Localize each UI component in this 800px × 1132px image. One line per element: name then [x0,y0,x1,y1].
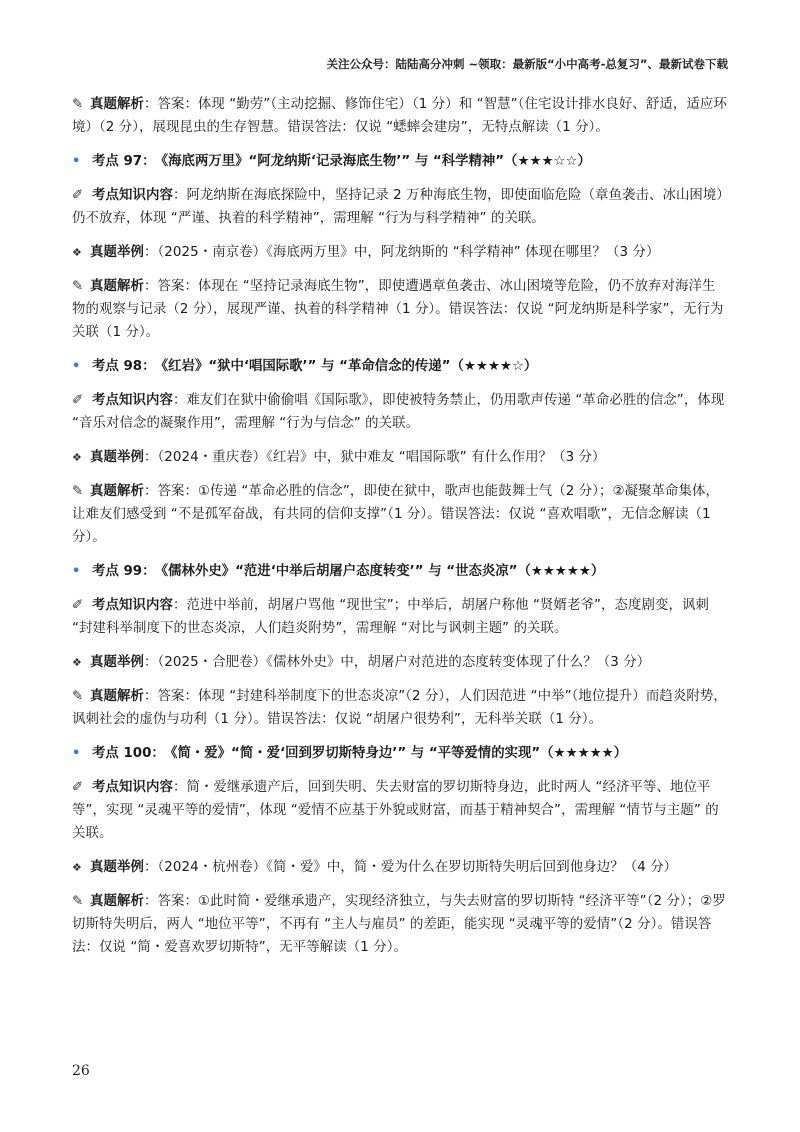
example-text: ：（2025・南京卷）《海底两万里》中，阿龙纳斯的 “科学精神” 体现在哪里？（3 分） [143,245,660,260]
document-body [72,93,728,970]
knowledge-content-paragraph [72,184,728,230]
analysis-paragraph [72,275,728,344]
knowledge-point-number: 考点 100： [92,746,165,761]
analysis-text: ：答案：①此时简・爱继承遗产，实现经济独立，与失去财富的罗切斯特 “经济平等”（2 分）；②罗切斯特失明后，两人 “地位平等”，不再有 “主人与雇员” 的差距，能实现 “灵魂平等的爱情”（2 分）。错误答法：仅说 “简・爱喜欢罗切斯特”，无平等解读（1 分）。 [72,894,726,955]
knowledge-content-text: ：范进中举前，胡屠户骂他 “现世宝”；中举后，胡屠户称他 “贤婿老爷”，态度剧变，讽刺 “封建科举制度下的世态炎凉，人们趋炎附势”，需理解 “对比与讽刺主题” 的关联。 [72,598,709,636]
bullet-icon: • [72,359,81,374]
knowledge-point-number: 考点 99： [92,564,156,579]
analysis-label: 真题解析 [90,689,144,704]
knowledge-content-label: 考点知识内容 [92,780,173,795]
analysis-paragraph [72,890,728,959]
bullet-icon: • [72,746,81,761]
pen-icon: ✎ [72,97,84,112]
analysis-label: 真题解析 [90,279,144,294]
knowledge-content-label: 考点知识内容 [92,188,173,203]
knowledge-content-text: ：简・爱继承遗产后，回到失明、失去财富的罗切斯特身边，此时两人 “经济平等、地位平等”，实现 “灵魂平等的爱情”，体现 “爱情不应基于外貌或财富，而基于精神契合”，需理解 “情节与主题” 的关联。 [72,780,719,841]
diamond-icon: ❖ [72,451,82,464]
knowledge-content-paragraph [72,389,728,435]
knowledge-point-title: 《简・爱》“简・爱‘回到罗切斯特身边’” 与 “平等爱情的实现”（★★★★★） [170,746,627,761]
pencil-icon: ✐ [72,188,84,203]
example-text: ：（2024・杭州卷）《简・爱》中，简・爱为什么在罗切斯特失明后回到他身边？（4 分） [143,860,678,875]
pen-icon: ✎ [72,484,84,499]
knowledge-point-title: 《儒林外史》“范进‘中举后胡屠户态度转变’” 与 “世态炎凉”（★★★★★） [161,564,605,579]
analysis-paragraph [72,480,728,549]
page-number: 26 [72,1063,90,1079]
analysis-label: 真题解析 [90,97,144,112]
example-label: 真题举例 [90,860,144,875]
knowledge-point-heading [72,355,728,378]
analysis-text: ：答案：①传递 “革命必胜的信念”，即使在狱中，歌声也能鼓舞士气（2 分）；②凝聚革命集体，让难友们感受到 “不是孤军奋战，有共同的信仰支撑”（1 分）。错误答法：仅说 “喜欢唱歌”，无信念解读（1 分）。 [72,484,720,545]
pencil-icon: ✐ [72,598,84,613]
knowledge-point-heading [72,560,728,583]
analysis-label: 真题解析 [90,894,144,909]
analysis-text: ：答案：体现在 “坚持记录海底生物”，即使遭遇章鱼袭击、冰山困境等危险，仍不放弃对海洋生物的观察与记录（2 分），展现严谨、执着的科学精神（1 分）。错误答法：仅说 “阿龙纳斯是科学家”，无行为关联（1 分）。 [72,279,724,340]
example-label: 真题举例 [90,655,144,670]
analysis-label: 真题解析 [90,484,144,499]
diamond-icon: ❖ [72,656,82,669]
analysis-paragraph [72,93,728,139]
pen-icon: ✎ [72,279,84,294]
knowledge-point-heading [72,742,728,765]
diamond-icon: ❖ [72,861,82,874]
example-paragraph [72,446,728,469]
knowledge-content-label: 考点知识内容 [92,393,173,408]
pencil-icon: ✐ [72,780,84,795]
pen-icon: ✎ [72,894,84,909]
knowledge-content-text: ：阿龙纳斯在海底探险中，坚持记录 2 万种海底生物，即使面临危险（章鱼袭击、冰山困境）仍不放弃，体现 “严谨、执着的科学精神”，需理解 “行为与科学精神” 的关联。 [72,188,724,226]
knowledge-content-label: 考点知识内容 [92,598,173,613]
knowledge-point-heading [72,150,728,173]
bullet-icon: • [72,564,81,579]
bullet-icon: • [72,154,81,169]
example-paragraph [72,856,728,879]
knowledge-point-number: 考点 98： [92,359,156,374]
example-label: 真题举例 [90,450,144,465]
analysis-text: ：答案：体现 “勤劳”（主动挖掘、修饰住宅）（1 分）和 “智慧”（住宅设计排水良好、舒适，适应环境）（2 分），展现昆虫的生存智慧。错误答法：仅说 “蟋蟀会建房”，无特点解读（1 分）。 [72,97,727,135]
example-text: ：（2024・重庆卷）《红岩》中，狱中难友 “唱国际歌” 有什么作用？（3 分） [143,450,606,465]
example-paragraph [72,651,728,674]
example-label: 真题举例 [90,245,144,260]
knowledge-content-paragraph [72,594,728,640]
pen-icon: ✎ [72,689,84,704]
diamond-icon: ❖ [72,246,82,259]
example-paragraph [72,241,728,264]
knowledge-point-title: 《海底两万里》“阿龙纳斯‘记录海底生物’” 与 “科学精神”（★★★☆☆） [161,154,591,169]
knowledge-content-text: ：难友们在狱中偷偷唱《国际歌》，即使被特务禁止，仍用歌声传递 “革命必胜的信念”，体现 “音乐对信念的凝聚作用”，需理解 “行为与信念” 的关联。 [72,393,725,431]
analysis-paragraph [72,685,728,731]
example-text: ：（2025・合肥卷）《儒林外史》中，胡屠户对范进的态度转变体现了什么？（3 分） [143,655,651,670]
knowledge-content-paragraph [72,776,728,845]
page-header: 关注公众号：陆陆高分冲刺 ~领取：最新版“小中高考-总复习”、最新试卷下载 [326,57,728,71]
pencil-icon: ✐ [72,393,84,408]
knowledge-point-number: 考点 97： [92,154,156,169]
knowledge-point-title: 《红岩》“狱中‘唱国际歌’” 与 “革命信念的传递”（★★★★☆） [161,359,538,374]
analysis-text: ：答案：体现 “封建科举制度下的世态炎凉”（2 分），人们因范进 “中举”（地位提升）而趋炎附势，讽刺社会的虚伪与功利（1 分）。错误答法：仅说 “胡屠户很势利”，无科举关联（1 分）。 [72,689,727,727]
